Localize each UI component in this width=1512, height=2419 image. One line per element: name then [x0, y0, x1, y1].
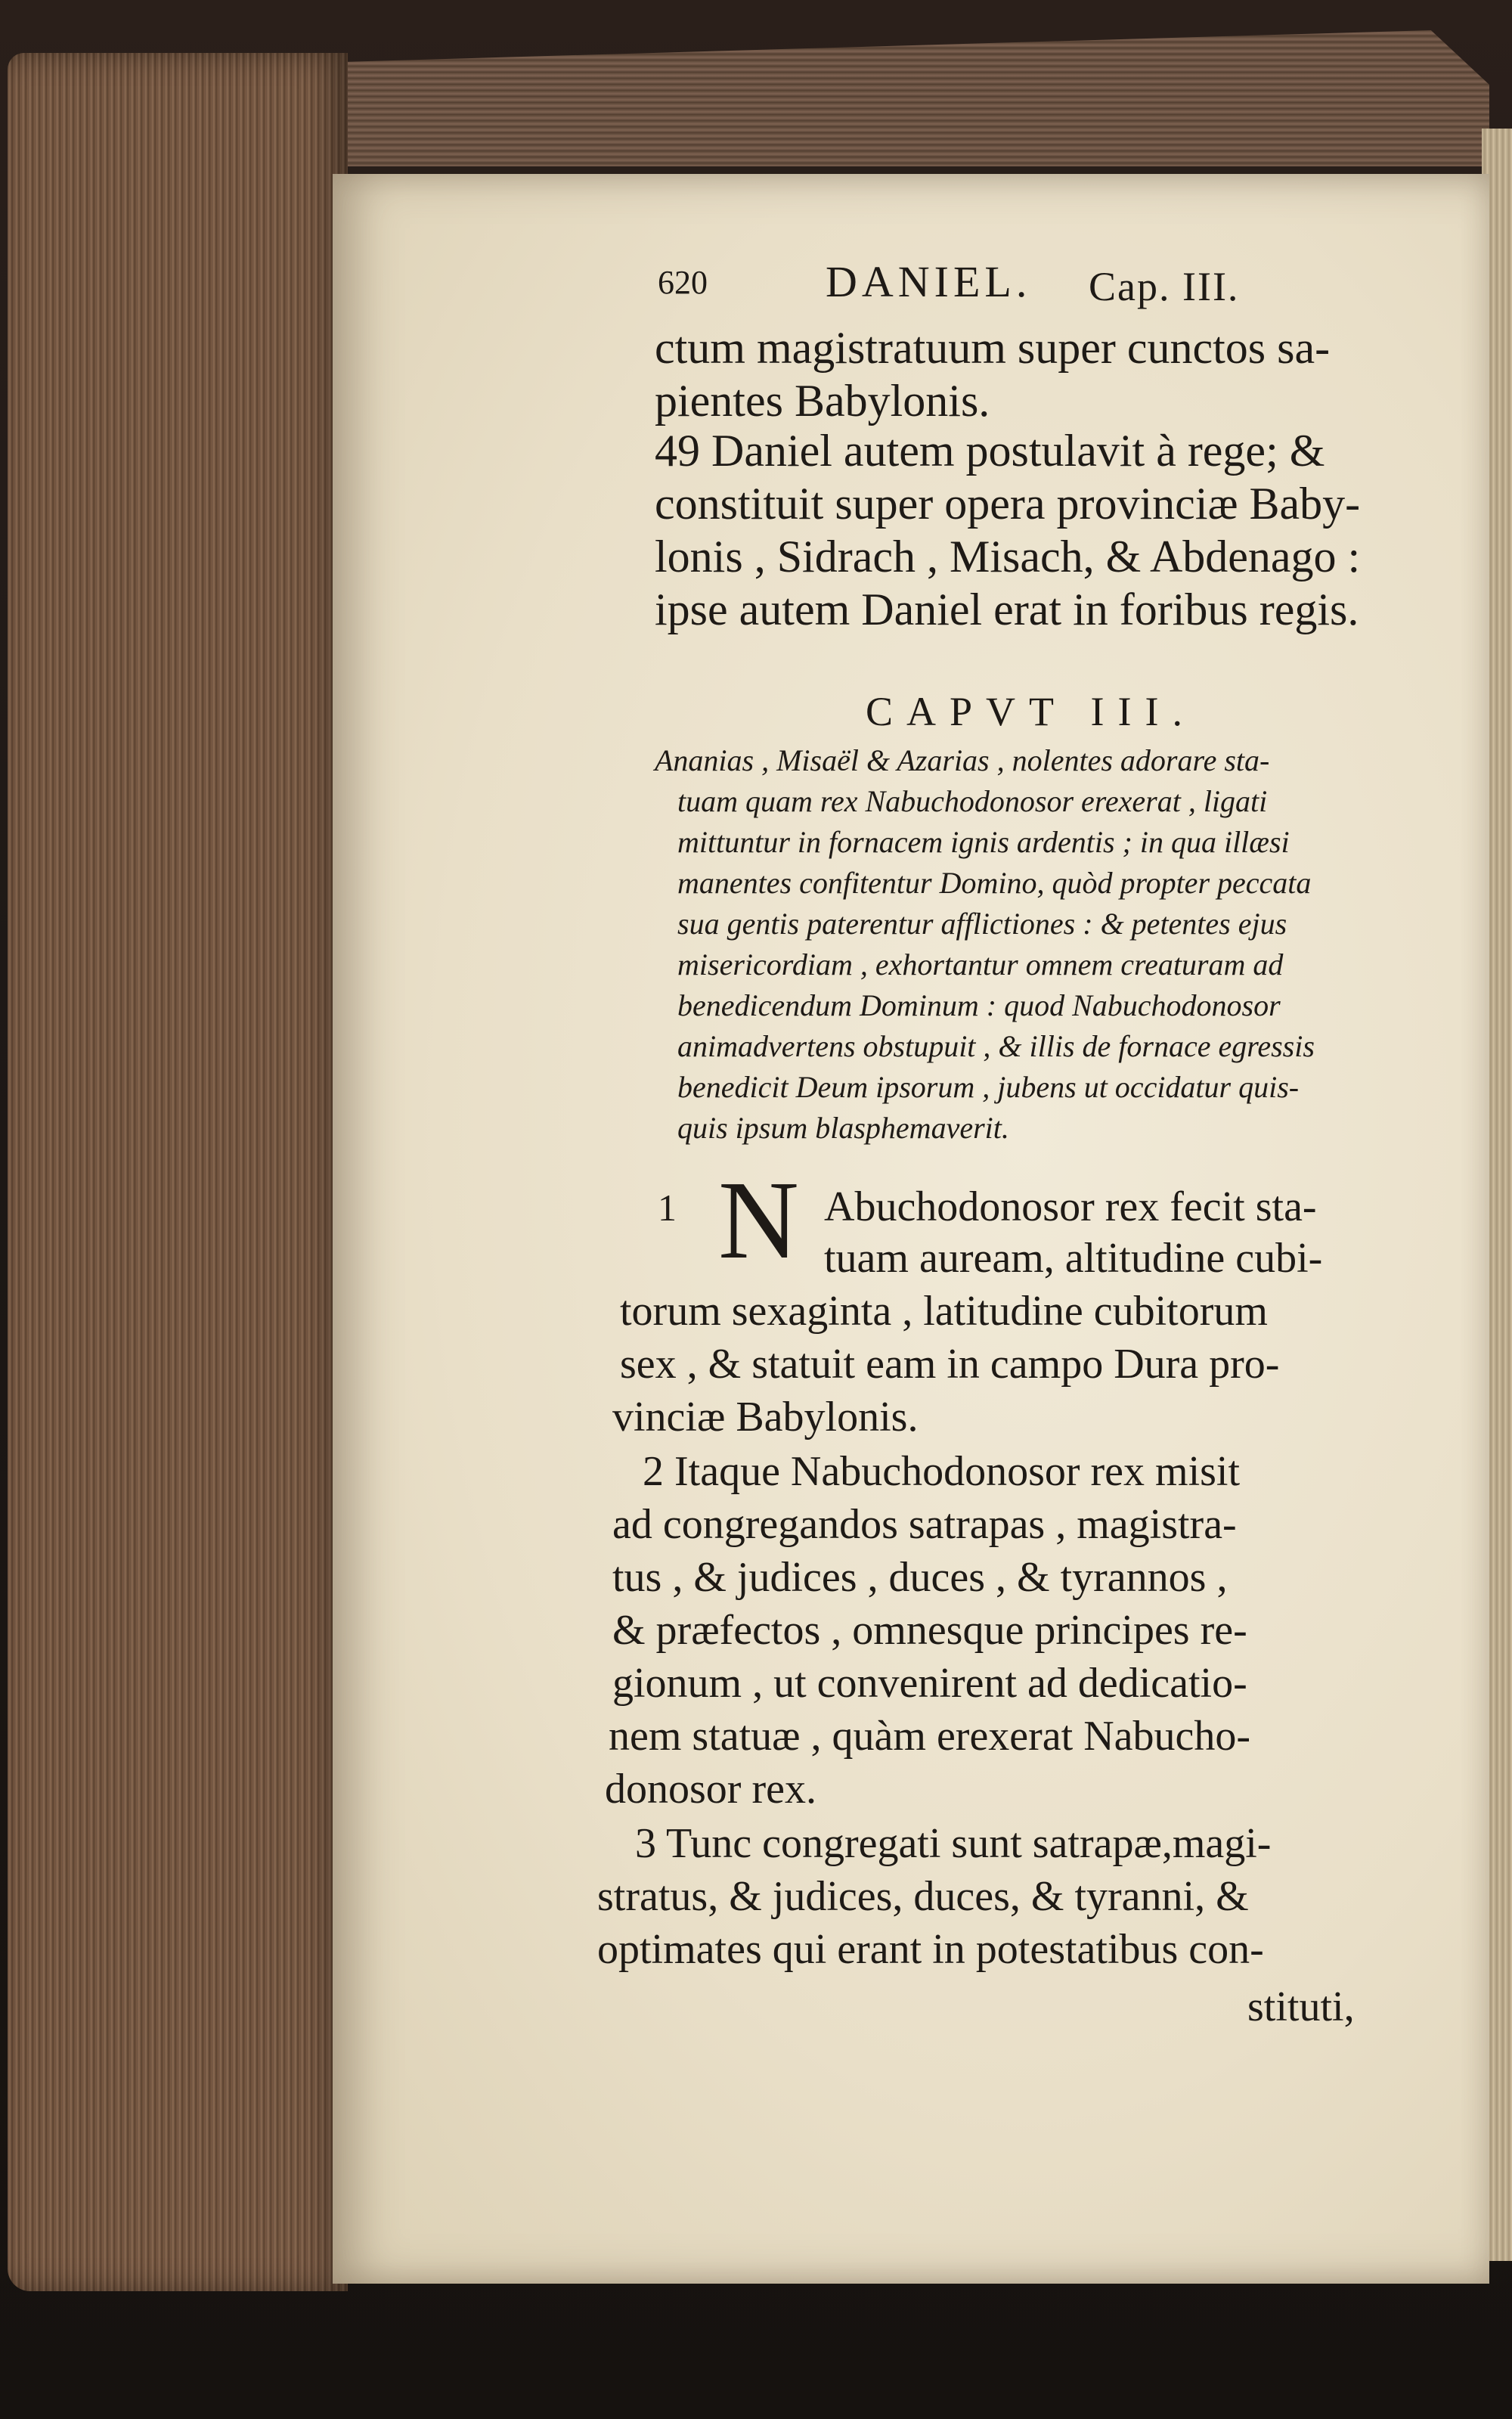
- summary-line: manentes confitentur Domino, quòd propter peccata: [677, 866, 1312, 900]
- text-line: donosor rex.: [605, 1766, 816, 1813]
- text-line: Abuchodonosor rex fecit sta-: [824, 1183, 1317, 1230]
- text-line: gionum , ut convenirent ad dedicatio-: [612, 1660, 1247, 1707]
- summary-line: benedicendum Dominum : quod Nabuchodonosor: [677, 988, 1281, 1022]
- text-line: ctum magistratuum super cunctos sa-: [655, 323, 1331, 373]
- verse-number: 1: [658, 1186, 677, 1229]
- text-line: tuam auream, altitudine cubi-: [824, 1235, 1323, 1282]
- text-line: ipse autem Daniel erat in foribus regis.: [655, 585, 1359, 634]
- text-line: lonis , Sidrach , Misach, & Abdenago :: [655, 532, 1361, 581]
- chapter-reference: Cap. III.: [1089, 264, 1240, 309]
- drop-cap: N: [718, 1158, 799, 1282]
- text-line: 2 Itaque Nabuchodonosor rex misit: [643, 1448, 1241, 1495]
- summary-line: benedicit Deum ipsorum , jubens ut occidatur quis-: [677, 1070, 1300, 1104]
- text-line: tus , & judices , duces , & tyrannos ,: [612, 1554, 1228, 1601]
- text-line: 3 Tunc congregati sunt satrapæ,magi-: [635, 1820, 1272, 1867]
- summary-line: Ananias , Misaël & Azarias , nolentes adorare sta-: [655, 743, 1270, 777]
- text-line: pientes Babylonis.: [655, 376, 990, 426]
- text-line: stratus, & judices, duces, & tyranni, &: [597, 1873, 1249, 1920]
- running-title: DANIEL.: [826, 257, 1032, 306]
- text-line: ad congregandos satrapas , magistra-: [612, 1501, 1237, 1548]
- text-line: & præfectos , omnesque principes re-: [612, 1607, 1247, 1654]
- summary-line: misericordiam , exhortantur omnem creaturam ad: [677, 947, 1284, 982]
- chapter-heading: CAPVT III.: [866, 689, 1197, 734]
- summary-line: animadvertens obstupuit , & illis de fornace egressis: [677, 1029, 1315, 1063]
- text-line: nem statuæ , quàm erexerat Nabucho-: [609, 1713, 1251, 1760]
- text-line: optimates qui erant in potestatibus con-: [597, 1926, 1264, 1973]
- text-line: torum sexaginta , latitudine cubitorum: [620, 1288, 1268, 1335]
- summary-line: tuam quam rex Nabuchodonosor erexerat , ligati: [677, 784, 1268, 818]
- summary-line: mittuntur in fornacem ignis ardentis ; in qua illæsi: [677, 825, 1290, 859]
- summary-line: quis ipsum blasphemaverit.: [677, 1111, 1009, 1145]
- text-line: sex , & statuit eam in campo Dura pro-: [620, 1341, 1280, 1388]
- catchword: stituti,: [1247, 1983, 1355, 2030]
- text-line: 49 Daniel autem postulavit à rege; &: [655, 426, 1325, 476]
- text-line: vinciæ Babylonis.: [612, 1394, 919, 1441]
- summary-line: sua gentis paterentur afflictiones : & petentes ejus: [677, 907, 1287, 941]
- page-number: 620: [658, 264, 708, 301]
- text-line: constituit super opera provinciæ Baby-: [655, 479, 1361, 529]
